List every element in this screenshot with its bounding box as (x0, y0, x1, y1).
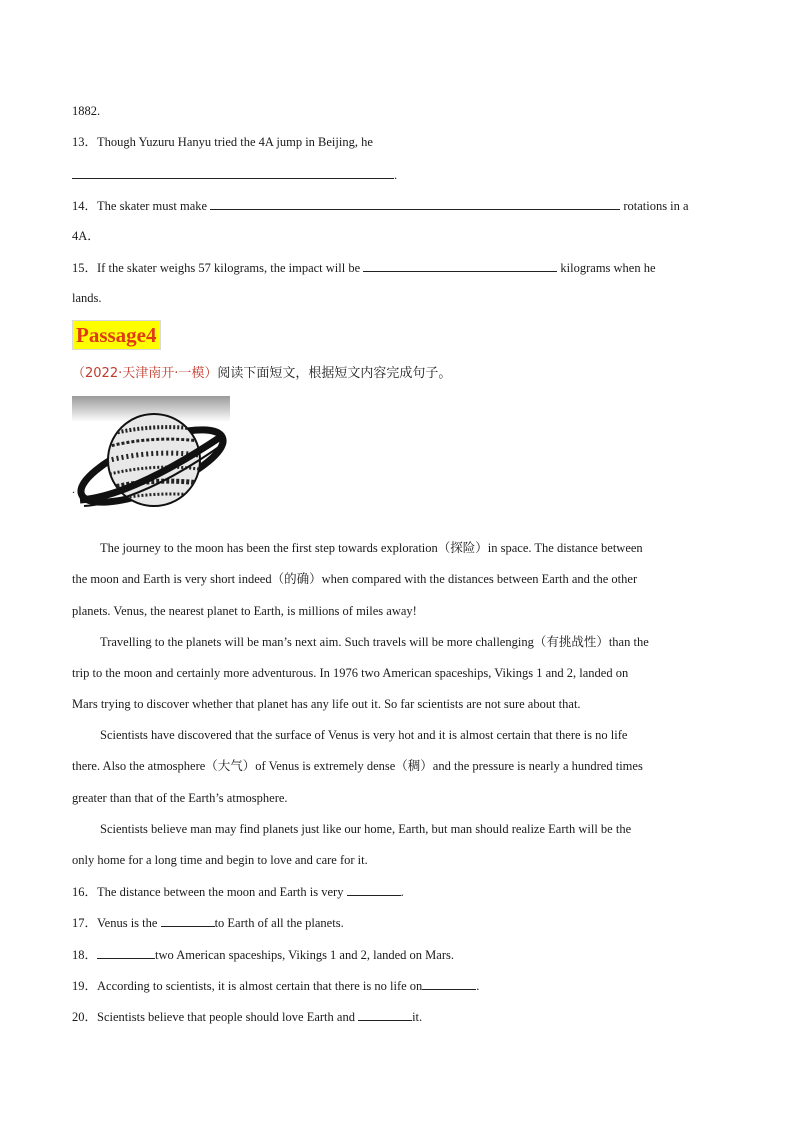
question-17 (72, 914, 344, 931)
planet-icon (72, 396, 230, 514)
saturn-illustration (72, 396, 230, 514)
question-15 (72, 259, 656, 276)
question-number: 14． (72, 199, 98, 213)
question-text: According to scientists, it is almost certain that there is no life on (97, 979, 423, 993)
question-text: to Earth of all the planets. (214, 916, 344, 930)
question-number: 20． (72, 1010, 98, 1024)
question-15-cont: lands. (72, 291, 102, 305)
question-text: If the skater weighs 57 kilograms, the impact will be (97, 261, 361, 275)
question-text: Scientists believe that people should love Earth and (97, 1010, 355, 1024)
question-text: Venus is the (97, 916, 158, 930)
passage-line-4: Travelling to the planets will be man’s next aim. Such travels will be more challenging（有挑战性）than the (100, 635, 649, 649)
question-20 (72, 1008, 422, 1025)
answer-blank[interactable] (347, 883, 401, 896)
instruction-text: 阅读下面短文，根据短文内容完成句子。 (217, 366, 452, 381)
year-line: 1882. (72, 104, 101, 118)
question-text: The skater must make (97, 199, 208, 213)
question-number: 19． (72, 979, 98, 993)
answer-blank[interactable] (210, 197, 620, 210)
question-number: 13． (72, 135, 98, 149)
question-text: two American spaceships, Vikings 1 and 2, landed on Mars. (155, 948, 454, 962)
question-text: . (476, 979, 480, 993)
passage-line-3: planets. Venus, the nearest planet to Earth, is millions of miles away! (72, 604, 417, 618)
passage-line-5: trip to the moon and certainly more adventurous. In 1976 two American spaceships, Vikings 1 and 2, landed on (72, 666, 629, 680)
passage-source (72, 362, 451, 381)
question-number: 18． (72, 948, 98, 962)
answer-blank[interactable] (161, 914, 215, 927)
passage-line-8: there. Also the atmosphere（大气）of Venus is extremely dense（稠）and the pressure is nearly a hundred times (72, 759, 643, 773)
passage-line-7: Scientists have discovered that the surface of Venus is very hot and it is almost certain that there is no life (100, 728, 628, 742)
question-18 (72, 946, 454, 963)
question-16 (72, 883, 404, 900)
image-dot: . (72, 482, 75, 496)
passage-line-9: greater than that of the Earth’s atmosphere. (72, 791, 288, 805)
question-text: Though Yuzuru Hanyu tried the 4A jump in Beijing, he (97, 135, 373, 149)
question-text: The distance between the moon and Earth is very (97, 885, 344, 899)
passage-line-6: Mars trying to discover whether that planet has any life out it. So far scientists are not sure about that. (72, 697, 581, 711)
passage-line-11: only home for a long time and begin to love and care for it. (72, 853, 368, 867)
question-number: 17． (72, 916, 98, 930)
answer-blank[interactable] (97, 946, 155, 959)
passage-line-1: The journey to the moon has been the first step towards exploration（探险）in space. The distance between (100, 541, 643, 555)
passage-line-2: the moon and Earth is very short indeed（的确）when compared with the distances between Earth and the other (72, 572, 638, 586)
source-close: ） (204, 366, 218, 381)
question-14 (72, 197, 689, 214)
question-19 (72, 977, 479, 994)
question-end: . (394, 168, 398, 182)
question-text: it. (412, 1010, 423, 1024)
question-13-answer-line (72, 166, 397, 183)
source-open: （ (72, 366, 86, 381)
answer-blank[interactable] (422, 977, 476, 990)
question-number: 15． (72, 261, 98, 275)
answer-blank[interactable] (72, 166, 394, 179)
question-text: rotations in a (623, 199, 689, 213)
answer-blank[interactable] (363, 259, 557, 272)
question-text: . (400, 885, 404, 899)
question-13 (72, 134, 373, 150)
passage-heading: Passage4 (72, 320, 161, 350)
passage-line-10: Scientists believe man may find planets just like our home, Earth, but man should realize Earth will be the (100, 822, 632, 836)
question-14-cont: 4A． (72, 229, 100, 243)
question-number: 16． (72, 885, 98, 899)
source-label: 2022·天津南开·一模 (85, 366, 205, 381)
question-text: kilograms when he (560, 261, 656, 275)
answer-blank[interactable] (358, 1008, 412, 1021)
